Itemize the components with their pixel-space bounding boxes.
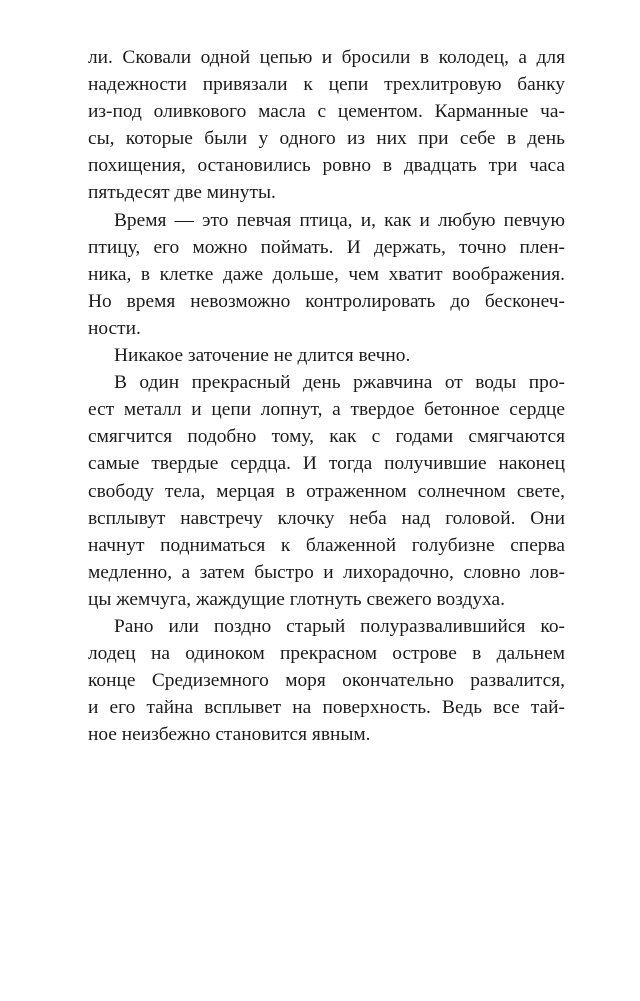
text-line: ное неизбежно становится явным. bbox=[88, 724, 371, 746]
text-line: смягчится подобно тому, как с годами смягчаются bbox=[88, 426, 565, 448]
text-line: ника, в клетке даже дольше, чем хватит воображения. bbox=[88, 263, 565, 285]
text-line: пятьдесят две минуты. bbox=[88, 182, 276, 204]
paragraph bbox=[88, 342, 565, 369]
text-line: и его тайна всплывет на поверхность. Ведь все тай- bbox=[88, 697, 565, 719]
paragraph bbox=[88, 369, 565, 613]
paragraph bbox=[88, 207, 565, 342]
paragraph bbox=[88, 613, 565, 748]
text-line: Время — это певчая птица, и, как и любую певчую bbox=[114, 209, 565, 231]
text-line: ест металл и цепи лопнут, а твердое бетонное сердце bbox=[88, 399, 565, 421]
paragraph bbox=[88, 44, 565, 207]
book-page-text bbox=[88, 44, 565, 748]
text-line: надежности привязали к цепи трехлитровую банку bbox=[88, 74, 565, 96]
text-line: лодец на одиноком прекрасном острове в дальнем bbox=[88, 643, 565, 665]
text-line: ности. bbox=[88, 317, 141, 339]
text-line: В один прекрасный день ржавчина от воды про- bbox=[114, 372, 565, 394]
text-line: конце Средиземного моря окончательно развалится, bbox=[88, 670, 565, 692]
text-line: из-под оливкового масла с цементом. Карманные ча- bbox=[88, 101, 565, 123]
text-line: ли. Сковали одной цепью и бросили в колодец, а для bbox=[88, 47, 565, 68]
text-line: Но время невозможно контролировать до бесконеч- bbox=[88, 290, 565, 312]
text-line: начнут подниматься к блаженной голубизне сперва bbox=[88, 534, 565, 556]
text-line: Никакое заточение не длится вечно. bbox=[114, 345, 411, 367]
text-line: сы, которые были у одного из них при себе в день bbox=[88, 128, 565, 150]
text-line: Рано или поздно старый полуразвалившийся ко- bbox=[114, 615, 565, 637]
text-line: медленно, а затем быстро и лихорадочно, словно лов- bbox=[88, 561, 565, 583]
text-line: цы жемчуга, жаждущие глотнуть свежего воздуха. bbox=[88, 588, 505, 610]
text-line: похищения, остановились ровно в двадцать три часа bbox=[88, 155, 565, 177]
text-line: свободу тела, мерцая в отраженном солнечном свете, bbox=[88, 480, 565, 502]
text-line: птицу, его можно поймать. И держать, точно плен- bbox=[88, 236, 565, 258]
text-line: самые твердые сердца. И тогда получившие наконец bbox=[88, 453, 565, 475]
text-line: всплывут навстречу клочку неба над головой. Они bbox=[88, 507, 565, 529]
